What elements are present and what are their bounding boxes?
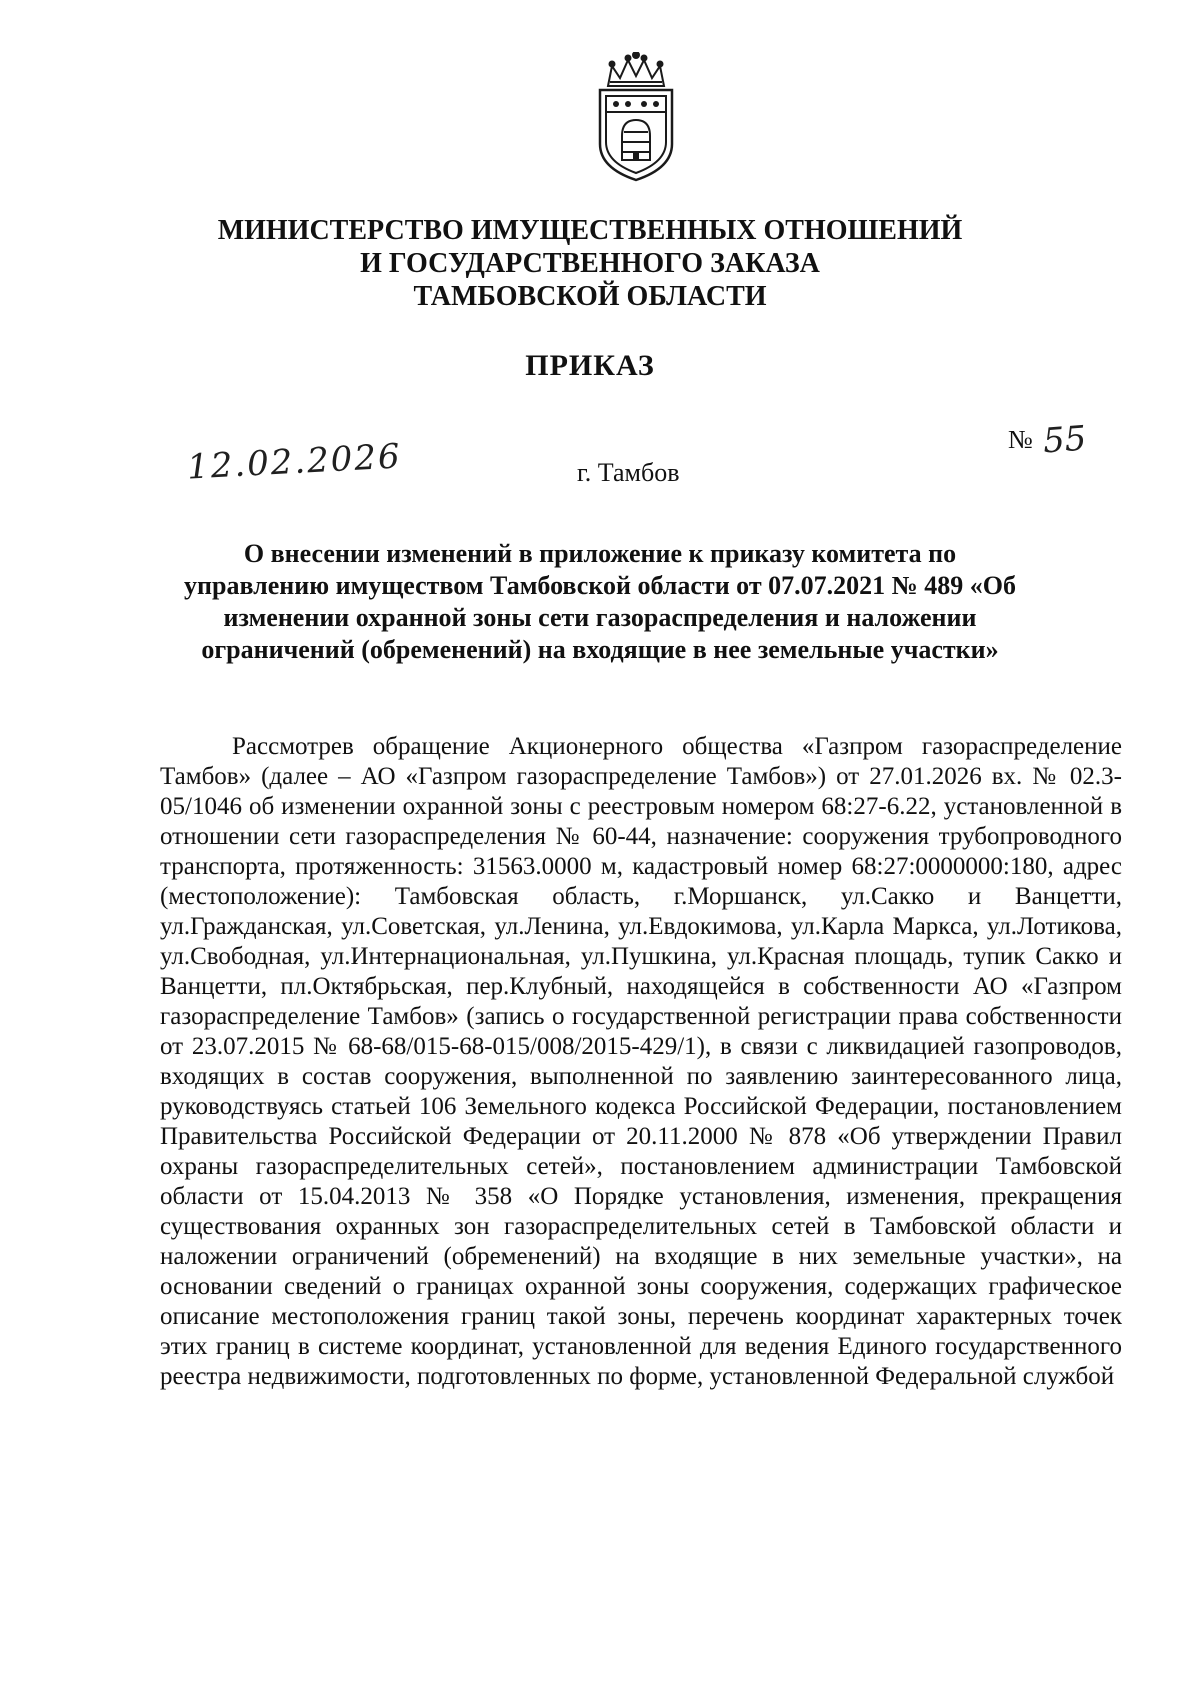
subject-line-1: О внесении изменений в приложение к приказу комитета по — [243, 539, 957, 568]
handwritten-number: 55 — [1041, 418, 1088, 462]
number-sign: № — [1008, 425, 1033, 454]
order-number — [1008, 420, 1086, 460]
ministry-line-3: ТАМБОВСКОЙ ОБЛАСТИ — [413, 281, 767, 312]
ministry-name — [160, 214, 1020, 313]
body-paragraph: Рассмотрев обращение Акционерного общества «Газпром газораспределение Тамбов» (далее – АО «Газпром газораспределение Тамбов») от 27.01.2026 вх. № 02.3-05/1046 об изменении охранной зоны с реестровым номером 68:27-6.22, установленной в отношении сети газораспределения № 60-44, назначение: сооружения трубопроводного транспорта, протяженность: 31563.0000 м, кадастровый номер 68:27:0000000:180, адрес (местоположение): Тамбовская область, г.Моршанск, ул.Сакко и Ванцетти, ул.Гражданская, ул.Советская, ул.Ленина, ул.Евдокимова, ул.Карла Маркса, ул.Лотикова, ул.Свободная, ул.Интернациональная, ул.Пушкина, ул.Красная площадь, тупик Сакко и Ванцетти, пл.Октябрьская, пер.Клубный, находящейся в собственности АО «Газпром газораспределение Тамбов» (запись о государственной регистрации права собственности от 23.07.2015 № 68-68/015-68-015/008/2015-429/1), в связи с ликвидацией газопроводов, входящих в состав сооружения, выполненной по заявлению заинтересованного лица, руководствуясь статьей 106 Земельного кодекса Российской Федерации, постановлением Правительства Российской Федерации от 20.11.2000 № 878 «Об утверждении Правил охраны газораспределительных сетей», постановлением администрации Тамбовской области от 15.04.2013 № 358 «О Порядке установления, изменения, прекращения существования охранных зон газораспределительных сетей в Тамбовской области и наложении ограничений (обременений) на входящие в них земельные участки», на основании сведений о границах охранной зоны сооружения, содержащих графическое описание местоположения границ такой зоны, перечень координат характерных точек этих границ в системе координат, установленной для ведения Единого государственного реестра недвижимости, подготовленных по форме, установленной Федеральной службой — [160, 733, 1122, 1390]
coat-of-arms-icon — [590, 52, 682, 184]
handwritten-date: 12.02.2026 — [186, 436, 403, 488]
ministry-line-1: МИНИСТЕРСТВО ИМУЩЕСТВЕННЫХ ОТНОШЕНИЙ — [217, 215, 963, 246]
city-label: г. Тамбов — [577, 458, 680, 487]
document-type-title: ПРИКАЗ — [525, 349, 655, 382]
subject-line-4: ограничений (обременений) на входящие в нее земельные участки» — [201, 635, 999, 664]
order-subject — [150, 538, 1050, 666]
ministry-line-2: И ГОСУДАРСТВЕННОГО ЗАКАЗА — [360, 248, 820, 279]
subject-line-2: управлению имуществом Тамбовской области от 07.07.2021 № 489 «Об — [184, 571, 1016, 600]
subject-line-3: изменении охранной зоны сети газораспределения и наложении — [223, 603, 977, 632]
